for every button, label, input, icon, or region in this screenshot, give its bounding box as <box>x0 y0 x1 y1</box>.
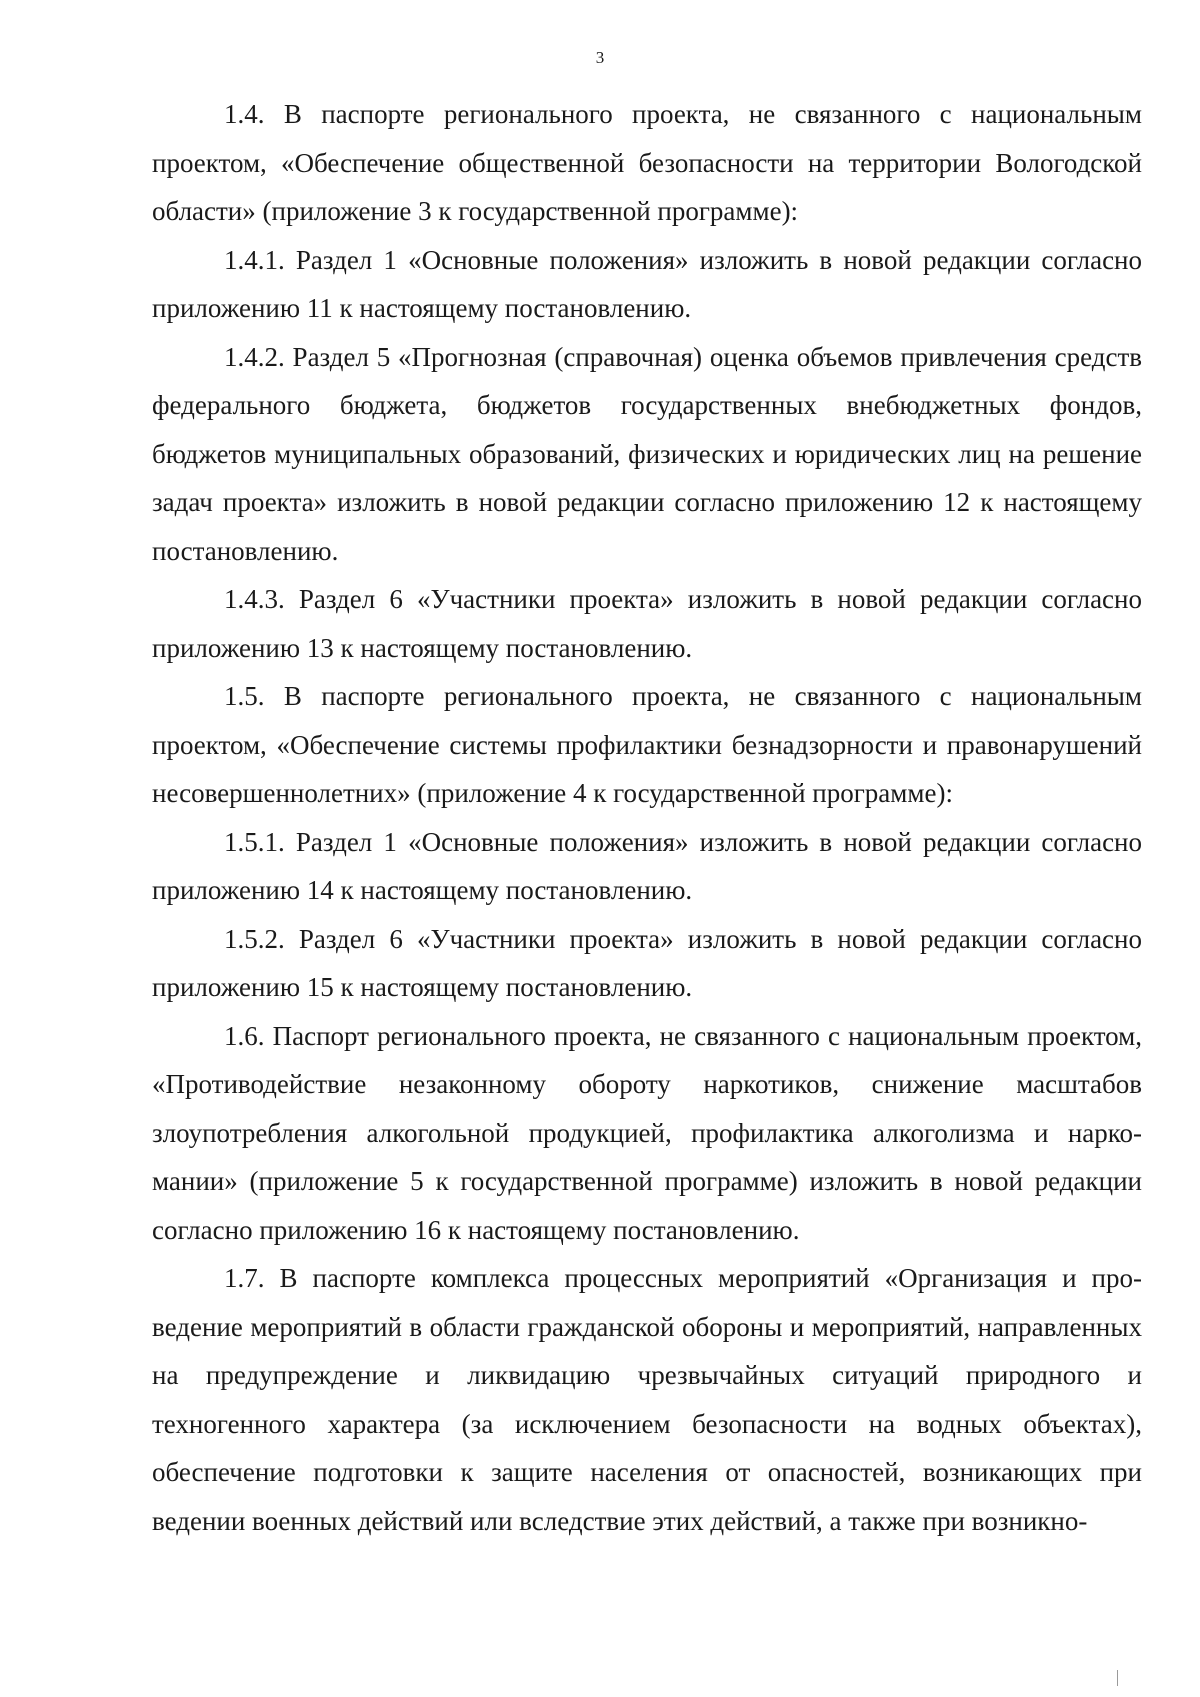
paragraph-1-4: 1.4. В паспорте регионального проекта, не связанного с национальным проектом, «Обеспечение общественной безопасности на территории Вологодской области» (приложение 3 к государственной программе): <box>152 99 1142 226</box>
paragraph-1-4-3: 1.4.3. Раздел 6 «Участники проекта» изложить в новой редакции согласно приложению 13 к настоящему постановлению. <box>152 584 1142 663</box>
paragraph-1-5-1: 1.5.1. Раздел 1 «Основные положения» изложить в новой редакции согласно приложению 14 к настоящему постановлению. <box>152 826 1142 905</box>
page-number: 3 <box>595 48 605 67</box>
paragraph-1-4-1: 1.4.1. Раздел 1 «Основные положения» изложить в новой редакции согласно приложению 11 к настоящему постановлению. <box>152 244 1142 323</box>
document-body <box>152 90 1142 1545</box>
paragraph-1-7: 1.7. В паспорте комплекса процессных мероприятий «Организация и проведение мероприятий в области гражданской обороны и мероприятий, направленных на предупреждение и ликвидацию чрезвычайных ситуаций природного и техногенного характера (за исключением безопасности на водных объектах), обеспечение подготовки к защите населения от опасностей, возникающих при ведении военных действий или вследствие этих действий, а также при возникно- <box>152 1263 1142 1536</box>
paragraph-1-4-2: 1.4.2. Раздел 5 «Прогнозная (справочная) оценка объемов привлечения средств федерального бюджета, бюджетов государственных внебюджетных фондов, бюджетов муниципальных образований, физических и юридических лиц на решение задач проекта» изложить в новой редакции согласно приложению 12 к настоящему постановлению. <box>152 341 1142 566</box>
paragraph-1-6: 1.6. Паспорт регионального проекта, не связанного с национальным проектом, «Противодействие незаконному обороту наркотиков, снижение масштабов злоупотребления алкогольной продукцией, профилактика алкоголизма и наркомании» (приложение 5 к государственной программе) изложить в новой редакции согласно приложению 16 к настоящему постановлению. <box>152 1020 1142 1245</box>
paragraph-1-5-2: 1.5.2. Раздел 6 «Участники проекта» изложить в новой редакции согласно приложению 15 к настоящему постановлению. <box>152 923 1142 1002</box>
scan-artifact-mark <box>1117 1670 1118 1686</box>
paragraph-1-5: 1.5. В паспорте регионального проекта, не связанного с национальным проектом, «Обеспечение системы профилактики безнадзорности и правонарушений несовершеннолетних» (приложение 4 к государственной программе): <box>152 681 1142 808</box>
